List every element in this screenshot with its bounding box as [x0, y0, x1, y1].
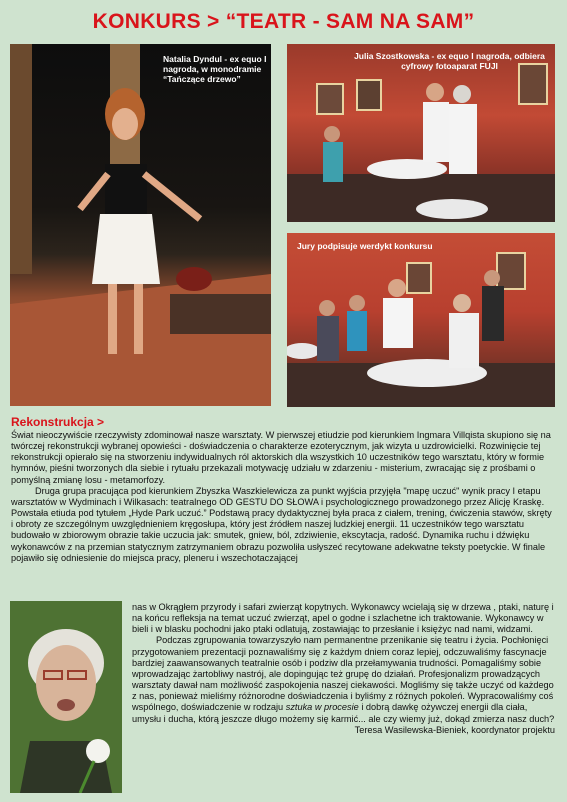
- photo-portrait-author: [10, 601, 122, 793]
- photo-natalia-dyndul: [10, 44, 271, 406]
- article-body-top: [11, 430, 555, 564]
- paragraph-3: nas w Okrągłem przyrody i safari zwierząt kopytnych. Wykonawcy wcielają się w drzewa , ptaki, naturę i na końcu refleksja na temat uczuć zwierząt, apel o godne i szlachetne ich traktowanie. Wykonawcy w bieli i w blasku pochodni jako ptaki odlatują, zostawiając to przesłanie i księżyc nad nami, widzami.: [132, 602, 554, 635]
- page-title: KONKURS > “TEATR - SAM NA SAM”: [92, 10, 475, 33]
- paragraph-4-text: Podczas zgrupowania towarzyszyło nam permanentne przenikanie się teatru i życia. Pochłonięci przygotowaniem prezentacji poznawaliśmy się z każdym dniem coraz lepiej, odczuwaliśmy fascynacje bardziej zaawansowanych teatralnie osób i podziw dla przełamywania trudności. Pomagaliśmy sobie wprowadzając żartobliwy nastrój, ale dopingując też grupę do działań. Profesjonalizm prowadzących warsztaty dawał nam możliwość zaspokojenia naszej ciekawości. Mogliśmy się także uczyć od każdego z nas, ponieważ mieliśmy różnorodne doświadczenia i byliśmy z różnych pokoleń. Wypracowaliśmy coś wspólnego, doświadczenie w rodzaju: [132, 635, 554, 713]
- photo2-caption: Julia Szostkowska - ex equo I nagroda, odbiera cyfrowy fotoaparat FUJI: [354, 51, 545, 71]
- jury-photo-illustration: [287, 233, 555, 407]
- paragraph-1: Świat nieoczywiście rzeczywisty zdominował nasze warsztaty. W pierwszej etiudzie pod kierunkiem Ingmara Villqista skupiono się na twórczej rekonstrukcji wybranej opowieści - doświadczenia o charakterze ezoterycznym, jak wizyta u uzdrowicielki. Rozwinięcie tej rekonstrukcji opierało się na stworzeniu indywidualnych ról aktorskich dla wszystkich 10 uczestników tego warsztatu, który w formie hymnów, pieśni tworzonych dla siebie i rytuału przekazali motywację udziału w zdarzeniu - misterium, zwracając się z prośbami o pomyślną zmianę losu - metamorfozy.: [11, 430, 551, 485]
- portrait-illustration: [10, 601, 122, 793]
- photo1-caption: Natalia Dyndul - ex equo I nagroda, w monodramie “Tańczące drzewo”: [163, 54, 267, 84]
- article-body-side: [132, 602, 555, 736]
- photo-julia-szostkowska: [287, 44, 555, 222]
- dancer-photo-illustration: [10, 44, 271, 406]
- photo-jury-signing: [287, 233, 555, 407]
- paragraph-2: Druga grupa pracująca pod kierunkiem Zbyszka Waszkielewicza za punkt wyjścia przyjęła "mapę uczuć" wynik pracy I etapu warsztatów w Wydminach i Wilkasach: teatralnego OD GESTU DO SŁOWA i psychologicznego prowadzonego przez Alicję Kraskę. Powstała etiuda pod tytułem „Hyde Park uczuć.” Podstawą pracy dydaktycznej była praca z ciałem, trening, ćwiczenia stawów, skręty i obroty ze szczególnym uwzględnieniem kręgosłupa, który jest źródłem naszej ludzkiej energii. 11 uczestników tego warsztatu budowało w zbiorowym obrazie takie uczucia jak: smutek, gniew, ból, zdziwienie, ekscytacja, radość. Dynamika ruchu i dźwięku wykonawców z na przemian statycznym zatrzymaniem obrazu pozwoliła usłyszeć recytowane adekwatne teksty poetyckie. W finale pojawiło się odniesienie do miejsca pracy, pleneru i wszechotaczającej: [11, 485, 552, 563]
- paragraph-4-end: i dobrą dawkę ożywczej energii dla ciała, umysłu i ducha, którą jeszcze długo możemy się karmić... ale czy wiemy już, dokąd zmierza nasz duch?: [132, 702, 555, 724]
- section-heading: Rekonstrukcja >: [11, 415, 105, 429]
- signature: Teresa Wasilewska-Bieniek, koordynator projektu: [354, 724, 555, 735]
- paragraph-4-emphasis: sztuka w procesie: [285, 702, 359, 713]
- paragraph-4: [132, 635, 555, 724]
- photo3-caption: Jury podpisuje werdykt konkursu: [297, 241, 433, 251]
